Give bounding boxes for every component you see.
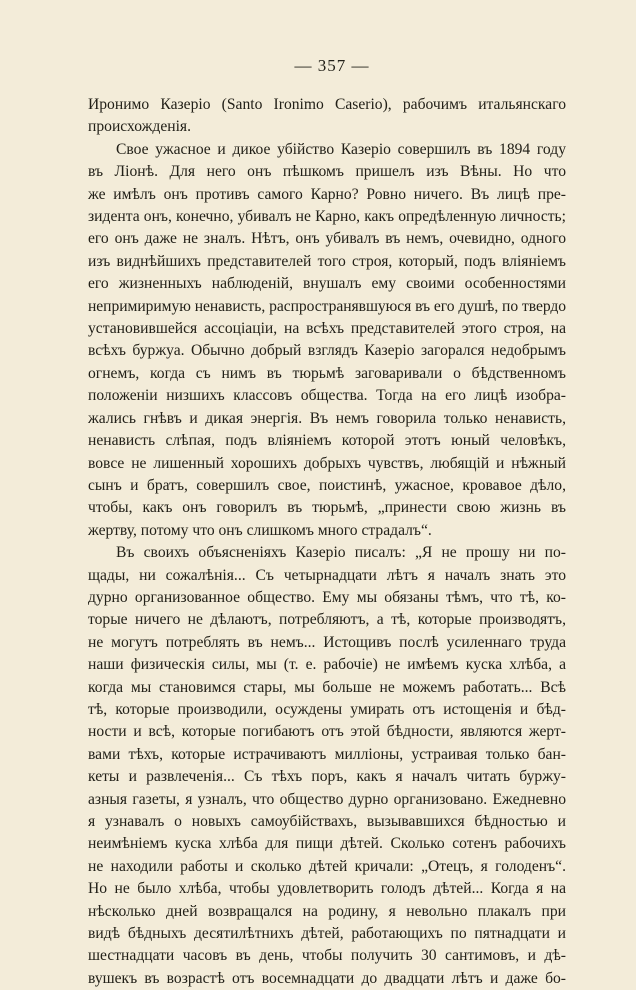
text-line: Свое ужасное и дикое убійство Казеріо совершилъ въ 1894 году	[116, 140, 566, 158]
text-line: наши физическія силы, мы (т. е. рабочіе) не имѣемъ куска хлѣба, а	[88, 656, 566, 674]
text-line: Но не было хлѣба, чтобы удовлетворить голодъ дѣтей... Когда я на	[88, 880, 566, 898]
text-line: не находили работы и сколько дѣтей кричали: „Отецъ, я голоденъ“.	[88, 857, 566, 875]
text-line: я узнавалъ о новыхъ самоубійствахъ, вызывавшихся бѣдностью и	[88, 813, 566, 830]
text-line: же имѣлъ онъ противъ самого Карно? Ровно ничего. Въ лицѣ пре-	[88, 185, 566, 203]
text-line: неимѣніемъ куска хлѣба для пищи дѣтей. Сколько сотенъ рабочихъ	[88, 835, 566, 853]
text-line: жертву, потому что онъ слишкомъ много страдалъ“.	[88, 521, 432, 539]
page-number: — 357 —	[294, 56, 370, 75]
text-line: положеніи низшихъ классовъ общества. Тогда на его лицѣ изобра-	[88, 387, 566, 405]
text-line: тѣ, которые производили, осуждены умирать отъ истощенія и бѣд-	[88, 700, 566, 718]
text-line: всѣхъ буржуа. Обычно добрый взглядъ Казеріо загорался недобрымъ	[88, 342, 566, 360]
paragraph	[88, 542, 566, 990]
text-line: когда мы становимся стары, мы больше не можемъ работать... Всѣ	[88, 678, 566, 696]
text-line: ности и всѣ, которые погибаютъ отъ этой бѣдности, являются жерт-	[88, 723, 566, 741]
paragraph	[88, 139, 566, 542]
text-line: въ Ліонѣ. Для него онъ пѣшкомъ пришелъ изъ Вѣны. Но что	[88, 163, 566, 181]
text-line: щады, ни сожалѣнія... Съ четырнадцати лѣтъ я началъ знать это	[88, 566, 566, 584]
text-line: сынъ и братъ, совершилъ свое, поистинѣ, ужасное, кровавое дѣло,	[88, 476, 566, 494]
text-line: зидента онъ, конечно, убивалъ не Карно, какъ опредѣленную личность;	[88, 208, 566, 226]
paragraph	[88, 94, 566, 139]
text-line: вушекъ въ возрастѣ отъ восемнадцати до двадцати лѣтъ и даже бо-	[88, 969, 566, 987]
text-line: ненависть слѣпая, подъ вліяніемъ которой этотъ юный человѣкъ,	[88, 432, 566, 450]
text-line: вами тѣхъ, которые истрачиваютъ милліоны, устраивая только бан-	[88, 745, 566, 763]
text-line: его онъ даже не зналъ. Нѣтъ, онъ убивалъ въ немъ, очевидно, одного	[88, 230, 566, 248]
text-line: его жизненныхъ наблюденій, внушалъ ему своими особенностями	[88, 275, 566, 293]
text-line: жались гнѣвъ и дикая энергія. Въ немъ говорила только ненависть,	[88, 409, 566, 427]
text-line: шестнадцати часовъ въ день, чтобы получить 30 сантимовъ, и дѣ-	[88, 947, 566, 965]
text-line: нѣсколько дней возвращался на родину, я невольно плакалъ при	[88, 902, 566, 920]
text-line: кеты и развлеченія... Съ тѣхъ поръ, какъ я началъ читать буржу-	[88, 768, 566, 786]
text-line: изъ виднѣйшихъ представителей того строя, который, подъ вліяніемъ	[88, 252, 566, 270]
text-line: непримиримую ненависть, распространявшуюся въ его душѣ, по твердо	[88, 297, 566, 315]
text-line: Въ своихъ объясненіяхъ Казеріо писалъ: „Я не прошу ни по-	[116, 544, 566, 562]
text-line: установившейся ассоціаціи, на всѣхъ представителей этого строя, на	[88, 320, 566, 338]
text-line: огнемъ, когда съ нимъ въ тюрьмѣ заговаривали о бѣдственномъ	[88, 364, 566, 382]
text-line: азныя газеты, я узналъ, что общество дурно организовано. Ежедневно	[88, 790, 566, 808]
text-line: дурно организованное общество. Ему мы обязаны тѣмъ, что тѣ, ко-	[88, 588, 566, 606]
text-line: вовсе не лишенный хорошихъ добрыхъ чувствъ, любящій и нѣжный	[88, 454, 566, 472]
text-line: торые ничего не дѣлаютъ, потребляютъ, а тѣ, которые производятъ,	[88, 611, 566, 629]
body-text	[88, 94, 566, 990]
text-line: видѣ бѣдныхъ десятилѣтнихъ дѣтей, работающихъ по пятнадцати и	[88, 925, 566, 943]
text-line: Иронимо Казеріо (Santo Ironimo Caserio), рабочимъ итальянскаго	[88, 96, 566, 113]
text-line: происхожденія.	[88, 118, 191, 136]
text-line: не могутъ потреблять въ немъ... Истощивъ послѣ усиленнаго труда	[88, 633, 566, 651]
text-line: чтобы, какъ онъ говорилъ въ тюрьмѣ, „принести свою жизнь въ	[88, 499, 566, 517]
